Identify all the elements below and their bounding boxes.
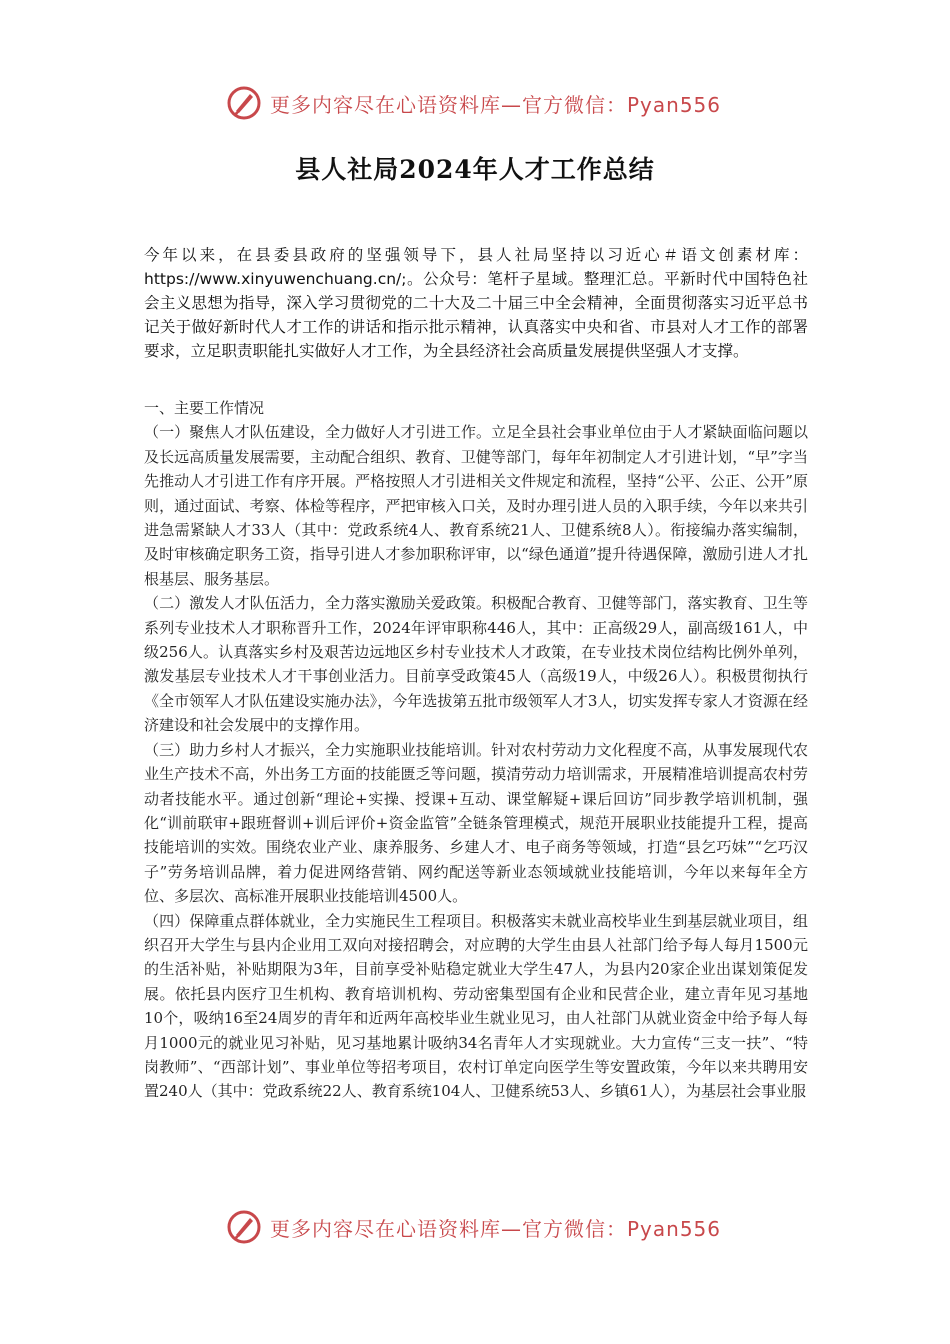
header-watermark-banner — [226, 83, 721, 123]
document-title: 县人社局2024年人才工作总结 — [295, 155, 655, 184]
paragraph-incentive-policy: （二）激发人才队伍活力，全力落实激励关爱政策。积极配合教育、卫健等部门，落实教育、卫生等系列专业技术人才职称晋升工作，2024年评审职称446人，其中：正高级29人，副高级161人，中级256人。认真落实乡村及艰苦边远地区乡村专业技术人才政策，在专业技术岗位结构比例外单列，激发基层专业技术人才干事创业活力。目前享受政策45人（高级19人，中级26人）。积极贯彻执行《全市领军人才队伍建设实施办法》，今年选拔第五批市级领军人才3人，切实发挥专家人才资源在经济建设和社会发展中的支撑作用。 — [144, 594, 808, 735]
paragraph-skills-training: （三）助力乡村人才振兴，全力实施职业技能培训。针对农村劳动力文化程度不高，从事发展现代农业生产技术不高，外出务工方面的技能匮乏等问题，摸清劳动力培训需求，开展精准培训提高农村劳动者技能水平。通过创新“理论+实操、授课+互动、课堂解疑+课后回访”同步教学培训机制，强化“训前联审+跟班督训+训后评价+资金监管”全链条管理模式，规范开展职业技能提升工程，提高技能培训的实效。围绕农业产业、康养服务、乡建人才、电子商务等领域，打造“县乞巧妹”“乞巧汉子”劳务培训品牌，着力促进网络营销、网约配送等新业态领域就业技能培训，今年以来每年全方位、多层次、高标准开展职业技能培训4500人。 — [144, 740, 808, 906]
document-body — [144, 396, 808, 1104]
brush-logo-icon — [226, 1209, 262, 1245]
paragraph-talent-recruitment: （一）聚焦人才队伍建设，全力做好人才引进工作。立足全县社会事业单位由于人才紧缺面临问题以及长远高质量发展需要，主动配合组织、教育、卫健等部门，每年年初制定人才引进计划，“早”字当先推动人才引进工作有序开展。严格按照人才引进相关文件规定和流程，坚持“公平、公正、公开”原则，通过面试、考察、体检等程序，严把审核入口关，及时办理引进人员的入职手续，今年以来共引进急需紧缺人才33人（其中：党政系统4人、教育系统21人、卫健系统8人）。衔接编办落实编制，及时审核确定职务工资，指导引进人才参加职称评审，以“绿色通道”提升待遇保障，激励引进人才扎根基层、服务基层。 — [144, 423, 808, 588]
intro-paragraph: 今年以来，在县委县政府的坚强领导下，县人社局坚持以习近心＃语文创素材库：https://www.xinyuwenchuang.cn/;。公众号：笔杆子星域。整理汇总。平新时代中国特色社会主义思想为指导，深入学习贯彻党的二十大及二十届三中全会精神，全面贯彻落实习近平总书记关于做好新时代人才工作的讲话和指示批示精神，认真落实中央和省、市县对人才工作的部署要求，立足职责职能扎实做好人才工作，为全县经济社会高质量发展提供坚强人才支撑。 — [144, 246, 808, 360]
paragraph-employment-projects: （四）保障重点群体就业，全力实施民生工程项目。积极落实未就业高校毕业生到基层就业项目，组织召开大学生与县内企业用工双向对接招聘会，对应聘的大学生由县人社部门给予每人每月1500元的生活补贴，补贴期限为3年，目前享受补贴稳定就业大学生47人，为县内20家企业出谋划策促发展。依托县内医疗卫生机构、教育培训机构、劳动密集型国有企业和民营企业，建立青年见习基地10个，吸纳16至24周岁的青年和近两年高校毕业生就业见习，由人社部门从就业资金中给予每人每月1000元的就业见习补贴，见习基地累计吸纳34名青年人才实现就业。大力宣传“三支一扶”、“特岗教师”、“西部计划”、事业单位等招考项目，农村订单定向医学生等安置政策，今年以来共聘用安置240人（其中：党政系统22人、教育系统104人、卫健系统53人、乡镇61人），为基层社会事业服 — [144, 911, 808, 1101]
footer-watermark-text: 更多内容尽在心语资料库—官方微信：Pyan556 — [270, 1216, 722, 1241]
header-watermark-text: 更多内容尽在心语资料库—官方微信：Pyan556 — [270, 92, 722, 117]
footer-watermark-banner — [226, 1207, 721, 1247]
brush-logo-icon — [226, 85, 262, 121]
section-heading: 一、主要工作情况 — [144, 399, 265, 417]
